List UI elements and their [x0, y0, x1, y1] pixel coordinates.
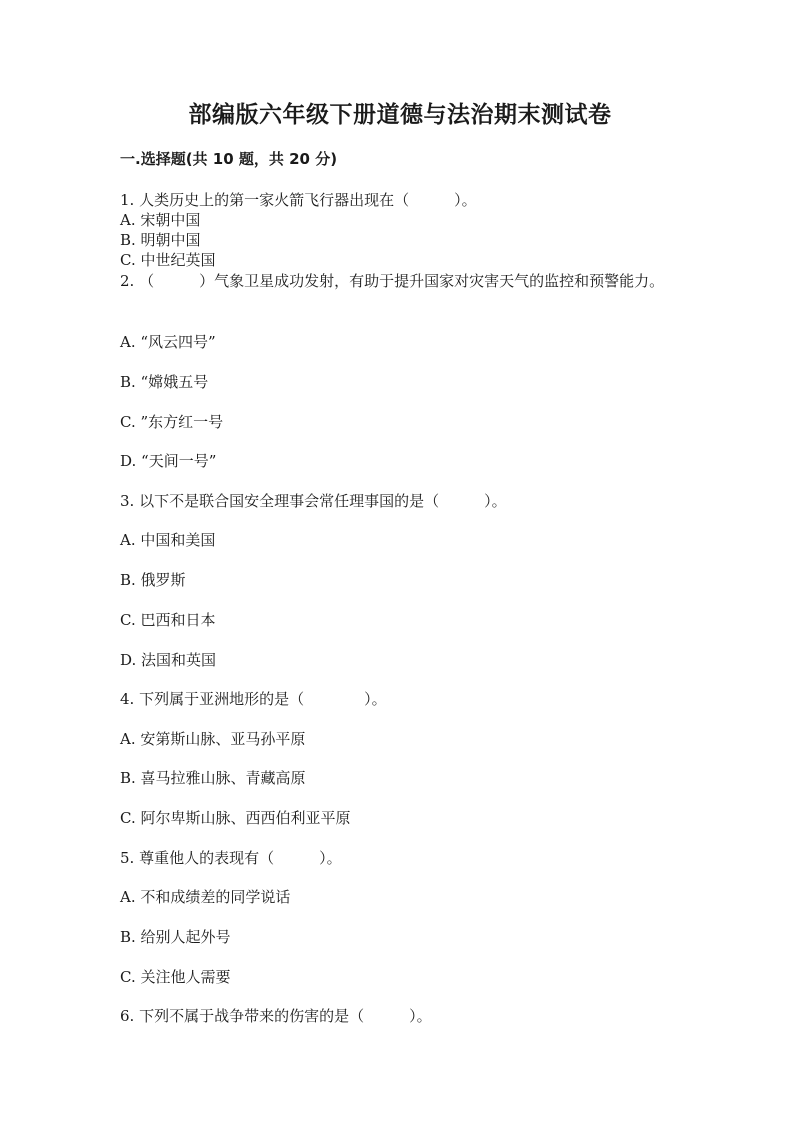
question-3-option-c: C. 巴西和日本 — [120, 611, 216, 629]
question-4-stem: 4. 下列属于亚洲地形的是（ ）。 — [120, 690, 387, 708]
question-3-stem: 3. 以下不是联合国安全理事会常任理事国的是（ ）。 — [120, 492, 507, 510]
question-5-option-c: C. 关注他人需要 — [120, 968, 231, 986]
question-5-stem: 5. 尊重他人的表现有（ ）。 — [120, 849, 342, 867]
question-1-option-c: C. 中世纪英国 — [120, 251, 216, 269]
question-1-option-a: A. 宋朝中国 — [120, 211, 201, 229]
page-title: 部编版六年级下册道德与法治期末测试卷 — [188, 101, 612, 128]
question-4-option-a: A. 安第斯山脉、亚马孙平原 — [120, 730, 306, 748]
question-1-stem: 1. 人类历史上的第一家火箭飞行器出现在（ ）。 — [120, 191, 477, 209]
question-2-option-c: C. ”东方红一号 — [120, 413, 224, 431]
question-2-option-b: B. “嫦娥五号 — [120, 373, 209, 391]
question-4-option-c: C. 阿尔卑斯山脉、西西伯利亚平原 — [120, 809, 351, 827]
question-3-option-d: D. 法国和英国 — [120, 651, 217, 669]
question-2-option-d: D. “天间一号” — [120, 452, 217, 470]
question-3-option-a: A. 中国和美国 — [120, 531, 216, 549]
question-6-stem: 6. 下列不属于战争带来的伤害的是（ ）。 — [120, 1007, 432, 1025]
question-1-option-b: B. 明朝中国 — [120, 231, 201, 249]
question-3-option-b: B. 俄罗斯 — [120, 571, 186, 589]
section-heading: 一.选择题(共 10 题，共 20 分) — [120, 150, 338, 168]
question-2-stem: 2. （ ）气象卫星成功发射，有助于提升国家对灾害天气的监控和预警能力。 — [120, 272, 665, 290]
question-5-option-b: B. 给别人起外号 — [120, 928, 231, 946]
question-5-option-a: A. 不和成绩差的同学说话 — [120, 888, 291, 906]
question-2-option-a: A. “风云四号” — [120, 333, 216, 351]
question-4-option-b: B. 喜马拉雅山脉、青藏高原 — [120, 769, 306, 787]
